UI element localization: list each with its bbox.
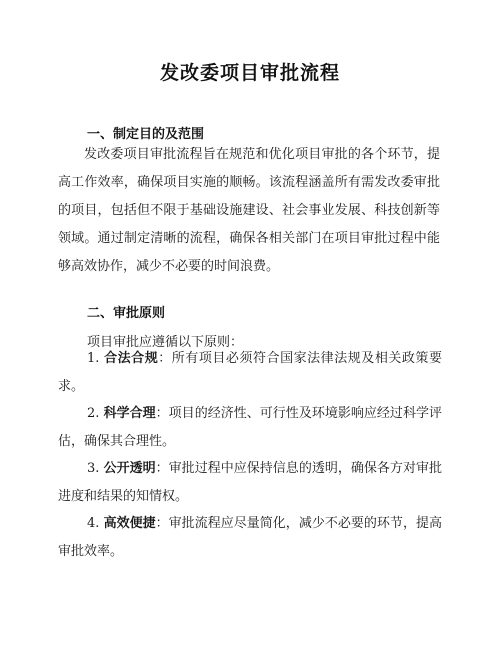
principle-keyword: 高效便捷 <box>103 516 156 531</box>
principle-keyword: 科学合理 <box>103 406 156 421</box>
principle-item-3 <box>58 455 442 511</box>
principle-number: 4. <box>87 516 100 531</box>
section-1-heading: 一、制定目的及范围 <box>87 127 205 142</box>
principle-number: 1. <box>87 351 100 366</box>
section-1-paragraph: 发改委项目审批流程旨在规范和优化项目审批的各个环节，提高工作效率，确保项目实施的顺畅。该流程涵盖所有需发改委审批的项目，包括但不限于基础设施建设、社会事业发展、科技创新等领域。通过制定清晰的流程，确保各相关部门在项目审批过程中能够高效协作，减少不必要的时间浪费。 <box>58 147 440 274</box>
principle-text: ：审批流程应尽量简化，减少不必要的环节，提高审批效率。 <box>58 516 442 559</box>
principle-keyword: 合法合规 <box>104 351 159 366</box>
principle-item-2 <box>58 400 442 456</box>
principle-item-1 <box>58 345 442 401</box>
principle-text: ：项目的经济性、可行性及环境影响应经过科学评估，确保其合理性。 <box>58 406 442 449</box>
principle-text: ：所有项目必须符合国家法律法规及相关政策要求。 <box>58 351 442 394</box>
document-title: 发改委项目审批流程 <box>159 62 340 84</box>
principle-keyword: 公开透明 <box>103 461 156 476</box>
principle-number: 2. <box>87 406 100 421</box>
principle-number: 3. <box>87 461 100 476</box>
section-2-intro: 项目审批应遵循以下原则： <box>87 335 244 350</box>
section-2-heading: 二、审批原则 <box>87 306 166 321</box>
principle-text: ：审批过程中应保持信息的透明，确保各方对审批进度和结果的知情权。 <box>58 461 442 504</box>
principle-item-4 <box>58 510 442 566</box>
